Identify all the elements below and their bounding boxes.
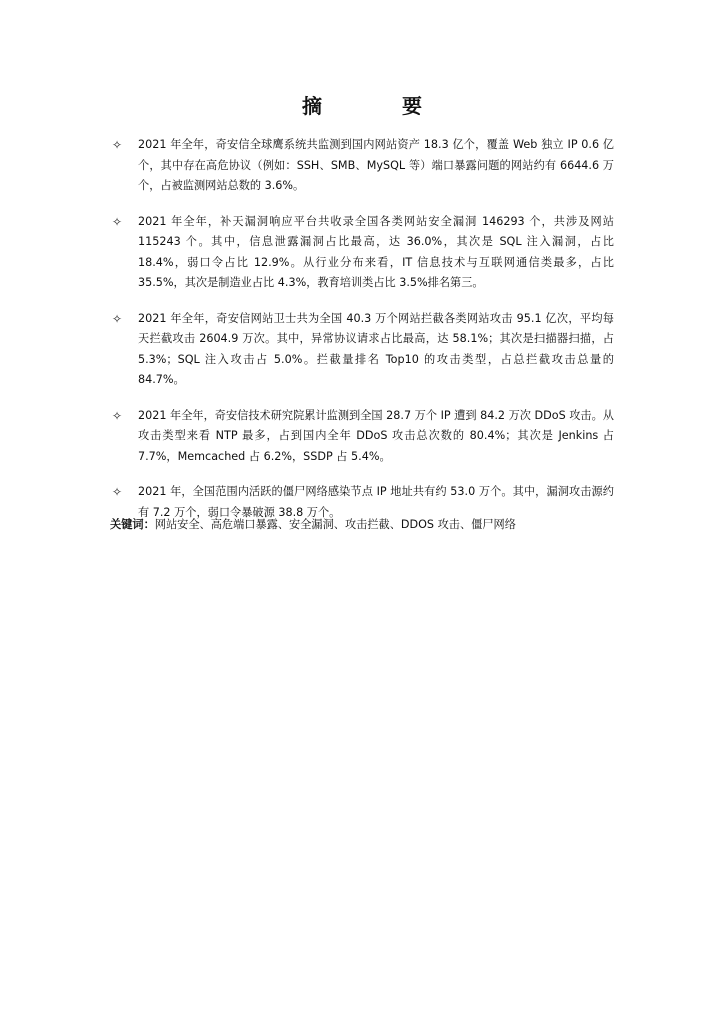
summary-bullet-4 (112, 406, 614, 468)
summary-bullet-list (112, 135, 614, 538)
keywords-line (110, 515, 620, 535)
diamond-bullet-icon: ✧ (112, 311, 123, 326)
summary-bullet-3 (112, 309, 614, 391)
summary-bullet-1 (112, 135, 614, 197)
bullet-text: 2021 年全年，奇安信全球鹰系统共监测到国内网站资产 18.3 亿个，覆盖 Web 独立 IP 0.6 亿个，其中存在高危协议（例如：SSH、SMB、MySQL 等）端口暴露问题的网站约有 6644.6 万个，占被监测网站总数的 3.6%。 (138, 138, 614, 192)
diamond-bullet-icon: ✧ (112, 138, 123, 152)
keywords-label: 关键词： (110, 518, 155, 531)
bullet-text: 2021 年全年，奇安信网站卫士共为全国 40.3 万个网站拦截各类网站攻击 95.1 亿次，平均每天拦截攻击 2604.9 万次。其中，异常协议请求占比最高，达 58.1%；其次是扫描器扫描，占 5.3%；SQL 注入攻击占 5.0%。拦截量排名 Top10 的攻击类型，占总拦截攻击总量的 84.7%。 (138, 311, 614, 386)
page-title: 摘 要 (302, 94, 452, 118)
bullet-text: 2021 年全年，奇安信技术研究院累计监测到全国 28.7 万个 IP 遭到 84.2 万次 DDoS 攻击。从攻击类型来看 NTP 最多，占到国内全年 DDoS 攻击总次数的 80.4%；其次是 Jenkins 占 7.7%，Memcached 占 6.2%，SSDP 占 5.4%。 (138, 408, 614, 463)
bullet-text: 2021 年全年，补天漏洞响应平台共收录全国各类网站安全漏洞 146293 个，共涉及网站 115243 个。其中，信息泄露漏洞占比最高，达 36.0%，其次是 SQL 注入漏洞，占比 18.4%，弱口令占比 12.9%。从行业分布来看，IT 信息技术与互联网通信类最多，占比 35.5%，其次是制造业占比 4.3%，教育培训类占比 3.5%排名第三。 (138, 214, 614, 289)
diamond-bullet-icon: ✧ (112, 485, 123, 499)
diamond-bullet-icon: ✧ (112, 408, 123, 423)
keywords-text: 网站安全、高危端口暴露、安全漏洞、攻击拦截、DDOS 攻击、僵尸网络 (154, 518, 516, 531)
summary-bullet-2 (112, 212, 614, 294)
diamond-bullet-icon: ✧ (112, 214, 123, 229)
bullet-text: 2021 年，全国范围内活跃的僵尸网络感染节点 IP 地址共有约 53.0 万个。其中，漏洞攻击源约有 7.2 万个，弱口令暴破源 38.8 万个。 (138, 485, 614, 519)
